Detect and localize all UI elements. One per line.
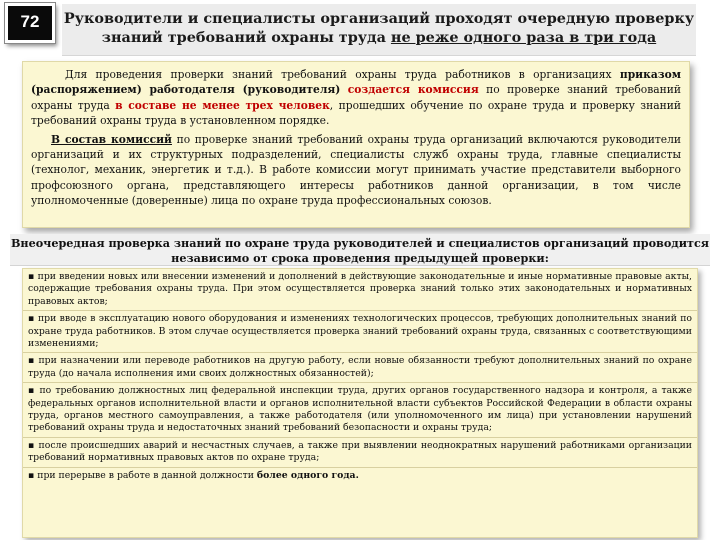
title-text: Руководители и специалисты организаций проходят очередную проверку знаний требований охраны труда xyxy=(63,10,695,46)
commission-info-box xyxy=(22,61,690,228)
order-text: приказом (распоряжением) работодателя (руководителя) xyxy=(31,68,681,97)
title-underlined-text: не реже одного раза в три года xyxy=(390,29,657,46)
list-item: ▪ после происшедших аварий и несчастных случаев, а также при выявлении неоднократных нарушений работниками организации требований нормативных правовых актов по охране труда; xyxy=(23,438,697,468)
text-run: , прошедших обучение по охране труда и проверку знаний требований охраны труда в установленном порядке. xyxy=(31,98,681,128)
text-run: ▪ при перерыве в работе в данной должности xyxy=(28,469,257,481)
slide-number: 72 xyxy=(5,3,55,43)
page-title xyxy=(62,4,696,56)
list-item: ▪ при назначении или переводе работников на другую работу, если новые обязанности требуют дополнительных знаний по охране труда (до начала исполнения ими своих должностных обязанностей); xyxy=(23,353,697,383)
composition-paragraph xyxy=(31,132,681,209)
commission-paragraph xyxy=(31,67,681,129)
composition-heading: В состав комиссий xyxy=(51,132,172,146)
commission-created-text: создается комиссия xyxy=(347,83,479,97)
list-item: ▪ по требованию должностных лиц федеральной инспекции труда, других органов государственного надзора и контроля, а также федеральных органов исполнительной власти и органов исполнительной власти субъектов Российской Федерации в области охраны труда, органов местного самоуправления, а также работодателя (или уполномоченного им лица) при установлении нарушений требований охраны труда и недостаточных знаний требований безопасности и охраны труда; xyxy=(23,383,697,438)
text-run xyxy=(340,83,347,96)
text-run: Для проведения проверки знаний требований охраны труда работников в организациях xyxy=(65,68,620,81)
bold-text: более одного года. xyxy=(256,469,359,481)
extraordinary-check-heading: Внеочередная проверка знаний по охране труда руководителей и специалистов организаций проводится независимо от срока проведения предыдущей проверки: xyxy=(10,236,710,265)
list-item: ▪ при введении новых или внесении изменений и дополнений в действующие законодательные и иные нормативные правовые акты, содержащие требования охраны труда. При этом осуществляется проверка знаний только этих законодательных и нормативных правовых актов; xyxy=(23,269,697,311)
min-members-text: в составе не менее трех человек xyxy=(115,98,330,112)
list-item: ▪ при вводе в эксплуатацию нового оборудования и изменениях технологических процессов, требующих дополнительных знаний по охране труда работников. В этом случае осуществляется проверка знаний требований охраны труда, связанных с соответствующими изменениями; xyxy=(23,311,697,353)
conditions-list xyxy=(22,268,698,538)
text-run: по проверке знаний требований охраны труда xyxy=(31,83,681,112)
list-item xyxy=(23,468,697,484)
text-run: по проверке знаний требований охраны труда организаций включаются руководители организаций и их структурных подразделений, специалисты служб охраны труда, главные специалисты (технолог, механик, энергетик и т.д.). В работе комиссии могут принимать участие представители выборного профсоюзного органа, представляющего интересы работников данной организации, в том числе уполномоченные (доверенные) лица по охране труда профессиональных союзов. xyxy=(31,132,681,208)
